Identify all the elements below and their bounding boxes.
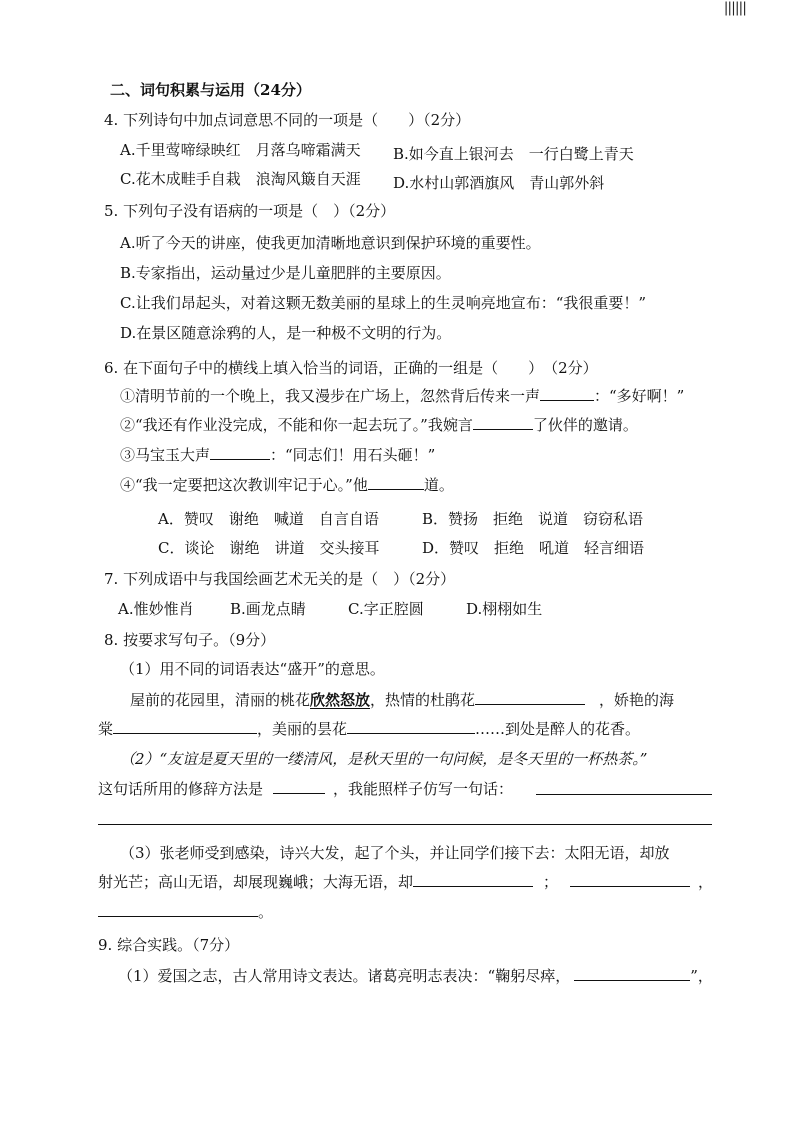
q4-option-a: A.千里莺啼绿映红 月落乌啼霜满天: [120, 141, 361, 159]
q6-s2-blank[interactable]: [473, 415, 533, 430]
q6-option-a: A．赞叹 谢绝 喊道 自言自语: [158, 510, 379, 528]
q6-s1-text-a: ①清明节前的一个晚上，我又漫步在广场上，忽然背后传来一声: [120, 387, 541, 405]
q7-option-b: B.画龙点睛: [230, 600, 306, 618]
q8-p1-text-f: ……到处是醉人的花香。: [475, 720, 641, 738]
q8-p3-blank-2[interactable]: [570, 872, 690, 887]
q6-s4-blank[interactable]: [368, 475, 424, 490]
section-title: 二、词句积累与运用（24分）: [110, 81, 311, 99]
q5-option-c: C.让我们昂起头，对着这颗无数美丽的星球上的生灵响亮地宣布：“我很重要！”: [120, 294, 647, 312]
q7-stem: 7. 下列成语中与我国绘画艺术无关的是（ ）（2分）: [104, 570, 456, 588]
q6-s4-text-b: 道。: [423, 476, 454, 494]
q8-p3-text-a: 射光芒；高山无语，却展现巍峨；大海无语，却: [98, 873, 414, 891]
q6-option-b: B．赞扬 拒绝 说道 窃窃私语: [422, 510, 644, 528]
q8-p3-blank-1[interactable]: [413, 872, 533, 887]
q6-sentence-2: [120, 414, 638, 436]
q8-part2-line1: （2）“友谊是夏天里的一缕清风，是秋天里的一句问候，是冬天里的一杯热茶。”: [120, 750, 648, 768]
q9-p1-text-a: （1）爱国之志，古人常用诗文表达。诸葛亮明志表决：“鞠躬尽瘁，: [118, 967, 571, 985]
q8-p3-text-c: ，: [698, 873, 714, 891]
q6-s3-blank[interactable]: [210, 445, 270, 460]
q8-p2-answer-line-2[interactable]: [98, 824, 712, 825]
q9-p1-text-b: ”，: [690, 967, 713, 985]
q4-option-c: C.花木成畦手自栽 浪淘风簸自天涯: [120, 170, 361, 188]
q8-p1-text-b: ，热情的杜鹃花: [370, 691, 476, 709]
q4-stem: 4. 下列诗句中加点词意思不同的一项是（ ）（2分）: [104, 111, 471, 129]
q8-part1-line1: [130, 689, 674, 711]
q8-p1-blank-2[interactable]: [113, 719, 257, 734]
q8-stem: 8. 按要求写句子。（9分）: [104, 631, 276, 649]
q8-p2-text-b: ，我能照样子仿写一句话：: [333, 780, 514, 798]
q6-sentence-4: [120, 474, 454, 496]
q8-p3-blank-3[interactable]: [98, 902, 258, 917]
q8-p2-blank-rhetoric[interactable]: [273, 779, 325, 794]
q5-stem: 5. 下列句子没有语病的一项是（ ）（2分）: [104, 202, 396, 220]
q6-s3-text-b: ：“同志们！用石头砸！”: [270, 446, 436, 464]
q6-s2-text-a: ②“我还有作业没完成，不能和你一起去玩了。”我婉言: [120, 416, 473, 434]
q8-p1-text-e: ，美丽的昙花: [257, 720, 348, 738]
q8-p1-blank-1[interactable]: [475, 690, 585, 705]
q8-part3-line3: [98, 901, 273, 923]
q7-option-d: D.栩栩如生: [466, 600, 543, 618]
corner-mark: ||||||: [723, 0, 746, 16]
q6-stem: 6. 在下面句子中的横线上填入恰当的词语，正确的一组是（ ） （2分）: [104, 359, 598, 377]
q8-p2-answer-line-1[interactable]: [536, 794, 712, 795]
q8-p1-underlined-example: 欣然怒放: [310, 691, 371, 709]
q8-part1-line2: [98, 718, 640, 740]
q8-p1-text-c: ，娇艳的海: [599, 691, 675, 709]
q6-s4-text-a: ④“我一定要把这次教训牢记于心。”他: [120, 476, 368, 494]
q6-sentence-3: [120, 444, 435, 466]
q5-option-b: B.专家指出，运动量过少是儿童肥胖的主要原因。: [120, 264, 451, 282]
q9-stem: 9. 综合实践。（7分）: [98, 936, 240, 954]
q7-option-a: A.惟妙惟肖: [118, 600, 194, 618]
q8-p1-blank-3[interactable]: [347, 719, 475, 734]
q8-p1-text-d: 棠: [98, 720, 114, 738]
q6-s1-text-b: ：“多好啊！”: [594, 387, 685, 405]
q8-part3-line1: （3）张老师受到感染，诗兴大发，起了个头，并让同学们接下去：太阳无语，却放: [120, 844, 670, 862]
q5-option-d: D.在景区随意涂鸦的人，是一种极不文明的行为。: [120, 324, 452, 342]
q9-p1-blank[interactable]: [574, 966, 690, 981]
q8-p1-text-a: 屋前的花园里，清丽的桃花: [130, 691, 311, 709]
q8-p3-text-b: ；: [543, 873, 559, 891]
q6-s3-text-a: ③马宝玉大声: [120, 446, 211, 464]
q7-option-c: C.字正腔圆: [348, 600, 424, 618]
q8-part1-title: （1）用不同的词语表达“盛开”的意思。: [120, 660, 385, 678]
q8-part2-line2: [98, 778, 513, 800]
q4-option-b: B.如今直上银河去 一行白鹭上青天: [393, 145, 634, 163]
q6-s2-text-b: 了伙伴的邀请。: [532, 416, 638, 434]
q8-p3-text-d: 。: [258, 903, 274, 921]
q5-option-a: A.听了今天的讲座，使我更加清晰地意识到保护环境的重要性。: [120, 234, 541, 252]
q6-s1-blank[interactable]: [540, 386, 594, 401]
q6-option-c: C．谈论 谢绝 讲道 交头接耳: [158, 539, 380, 557]
q8-p2-text-a: 这句话所用的修辞方法是: [98, 780, 264, 798]
q8-part3-line2: [98, 871, 713, 893]
q6-sentence-1: [120, 385, 684, 407]
q9-part1: [118, 965, 713, 987]
q4-option-d: D.水村山郭酒旗风 青山郭外斜: [393, 174, 605, 192]
q6-option-d: D．赞叹 拒绝 吼道 轻言细语: [422, 539, 645, 557]
